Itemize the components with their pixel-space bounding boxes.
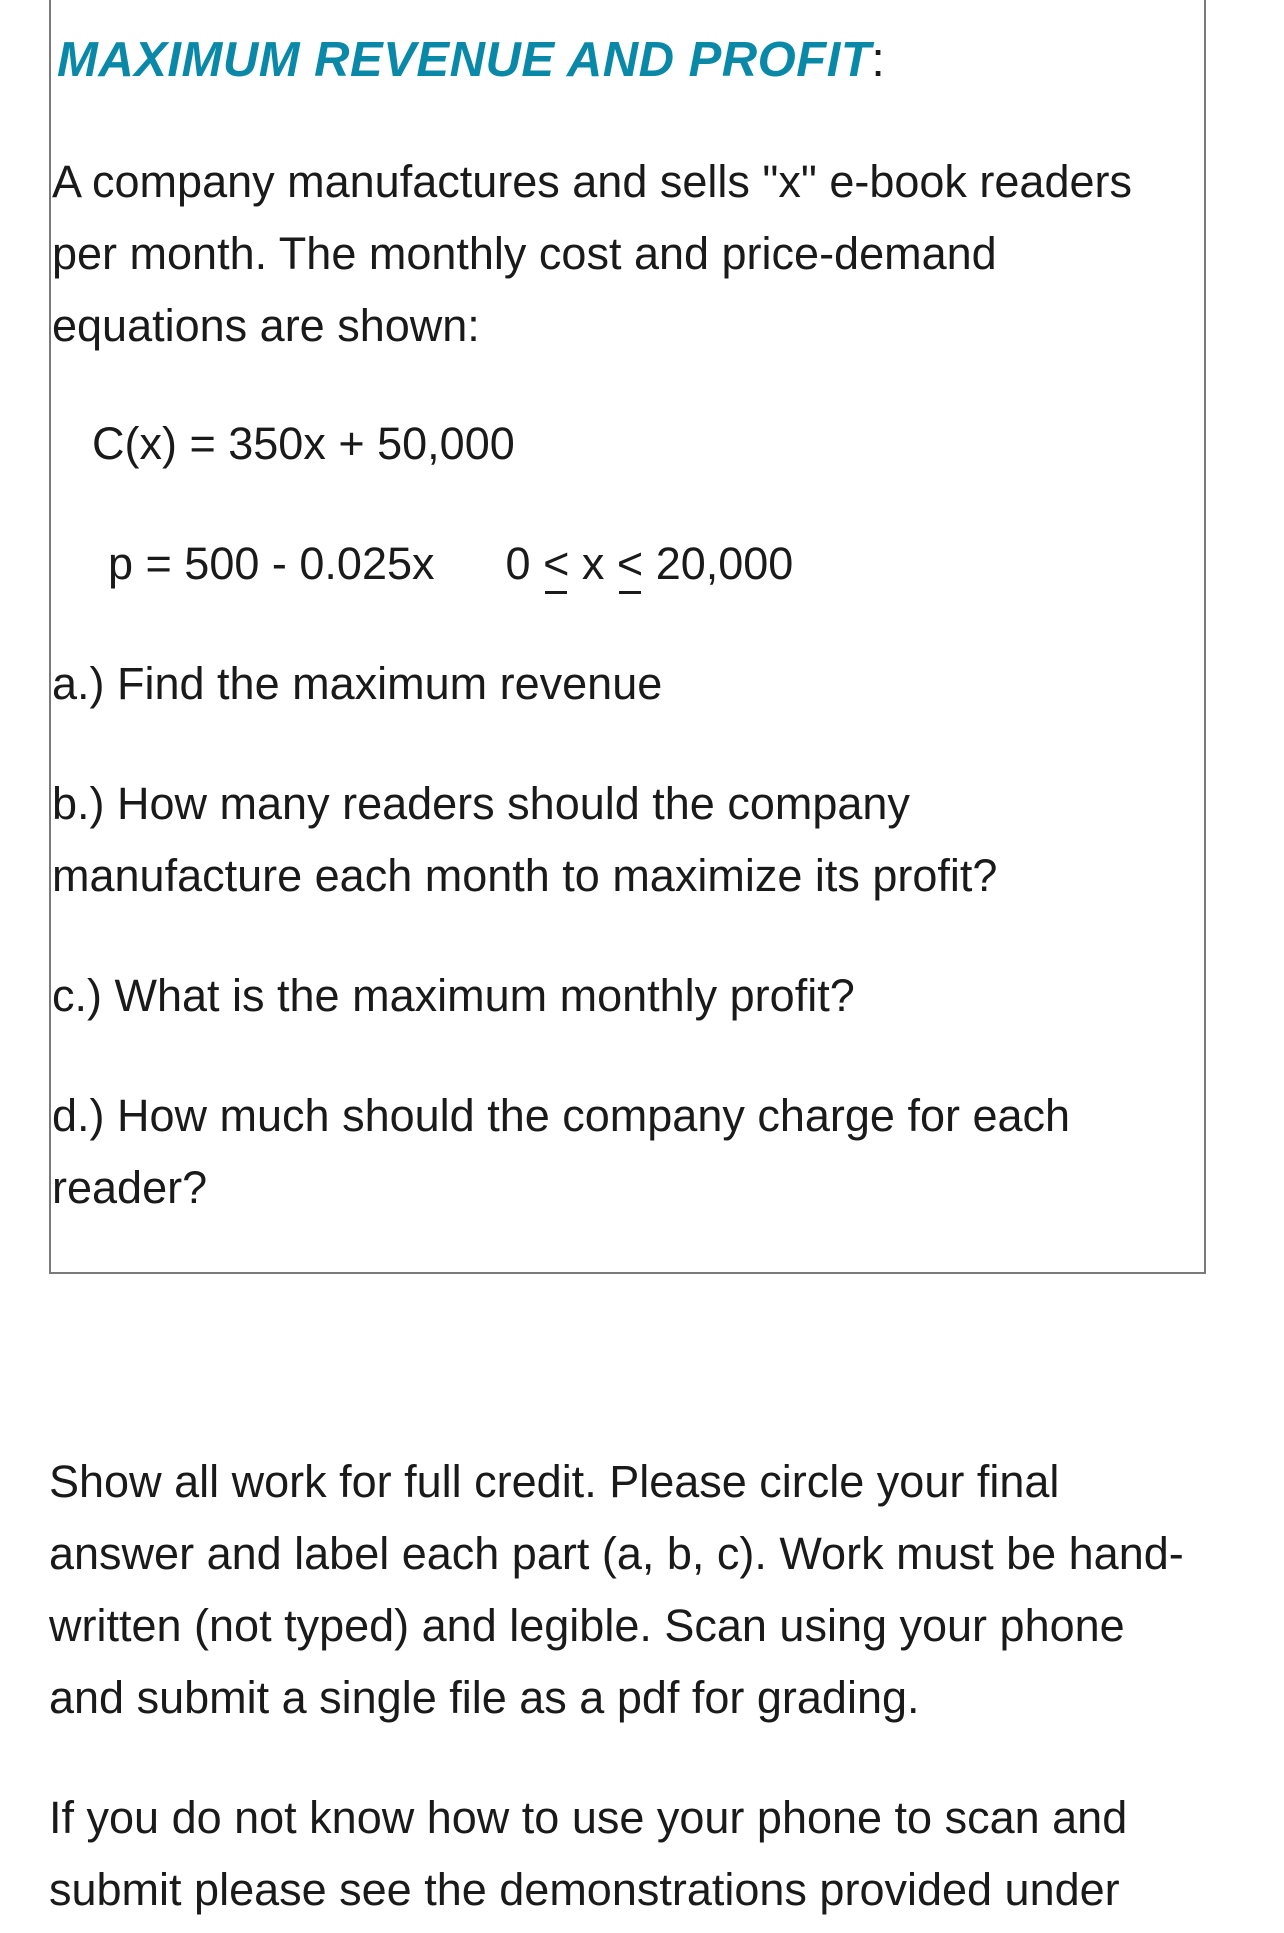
intro-line-3: equations are shown: xyxy=(52,300,480,351)
intro-line-2: per month. The monthly cost and price-demand xyxy=(52,228,997,279)
part-d-line-1: d.) How much should the company charge for each xyxy=(52,1090,1071,1141)
price-equation-row xyxy=(108,528,793,600)
part-d-line-2: reader? xyxy=(52,1162,208,1213)
title-text: MAXIMUM REVENUE AND PROFIT xyxy=(57,33,872,87)
domain-lower: 0 xyxy=(505,538,531,589)
part-c: c.) What is the maximum monthly profit? xyxy=(52,970,855,1021)
part-b-line-1: b.) How many readers should the company xyxy=(52,778,910,829)
instructions-line-2: answer and label each part (a, b, c). Work must be hand- xyxy=(49,1528,1184,1579)
problem-title xyxy=(57,28,885,92)
instructions-line-1: Show all work for full credit. Please circle your final xyxy=(49,1456,1060,1507)
part-b-line-2: manufacture each month to maximize its profit? xyxy=(52,850,998,901)
title-colon: : xyxy=(871,33,885,87)
domain-var: x xyxy=(581,538,605,589)
instructions-line-3: written (not typed) and legible. Scan using your phone xyxy=(49,1600,1125,1651)
help-line-1: If you do not know how to use your phone to scan and xyxy=(49,1792,1128,1843)
less-equal-symbol-2: < xyxy=(617,528,643,600)
cost-equation: C(x) = 350x + 50,000 xyxy=(92,418,515,469)
help-line-2: submit please see the demonstrations provided under xyxy=(49,1864,1120,1915)
part-a: a.) Find the maximum revenue xyxy=(52,658,663,709)
intro-line-1: A company manufactures and sells "x" e-book readers xyxy=(52,156,1132,207)
instructions-line-4: and submit a single file as a pdf for grading. xyxy=(49,1672,920,1723)
domain-upper: 20,000 xyxy=(655,538,794,589)
price-equation: p = 500 - 0.025x xyxy=(108,538,435,589)
less-equal-symbol-1: < xyxy=(543,528,569,600)
